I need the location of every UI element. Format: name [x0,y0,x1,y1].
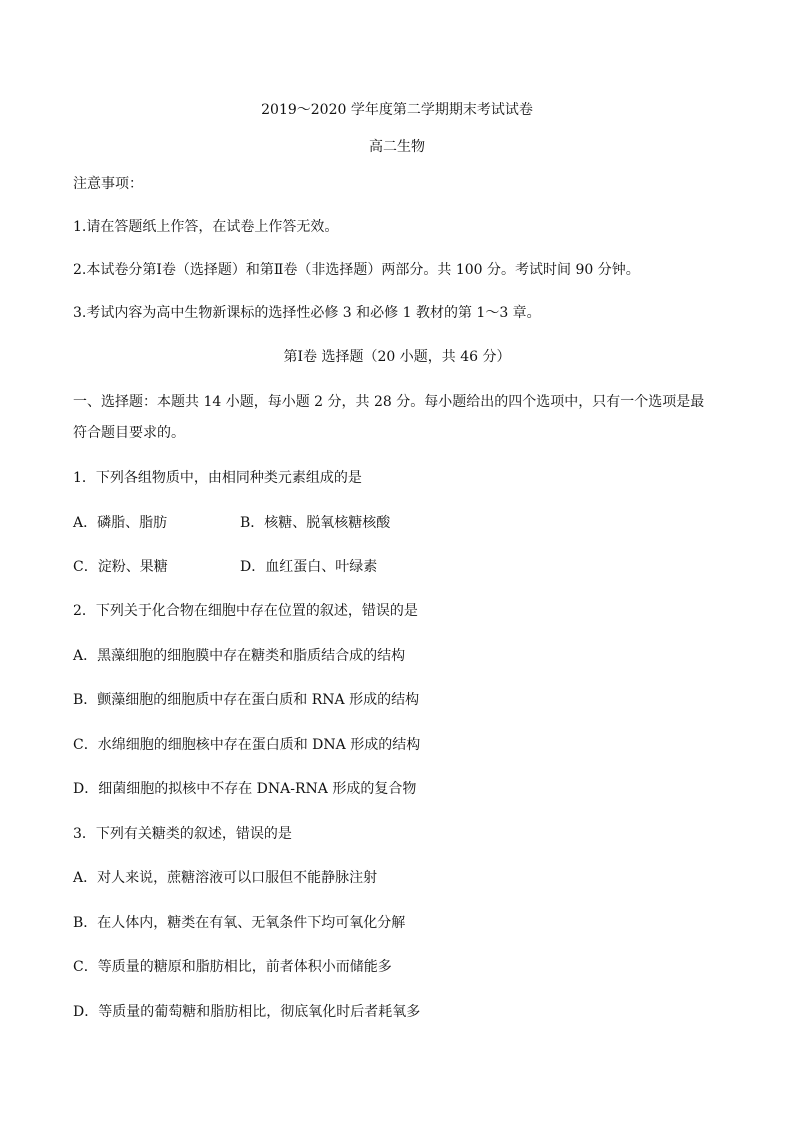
question-option: C．淀粉、果糖 [73,559,168,575]
notice-item: 2.本试卷分第Ⅰ卷（选择题）和第Ⅱ卷（非选择题）两部分。共 100 分。考试时间 90 分钟。 [73,262,640,278]
notice-item: 1.请在答题纸上作答，在试卷上作答无效。 [73,219,339,235]
question-option: D．细菌细胞的拟核中不存在 DNA-RNA 形成的复合物 [73,781,417,797]
question-option: B．核糖、脱氧核糖核酸 [240,515,391,531]
part1-title: 第Ⅰ卷 选择题（20 小题，共 46 分） [283,349,511,365]
subject-title: 高二生物 [369,139,425,155]
exam-title: 2019～2020 学年度第二学期期末考试试卷 [261,102,533,118]
question-option: C．水绵细胞的细胞核中存在蛋白质和 DNA 形成的结构 [73,737,421,753]
question-option: A．磷脂、脂肪 [73,515,168,531]
notice-item: 3.考试内容为高中生物新课标的选择性必修 3 和必修 1 教材的第 1～3 章。 [73,305,541,321]
question-option: A．黑藻细胞的细胞膜中存在糖类和脂质结合成的结构 [73,648,406,664]
question-stem: 1．下列各组物质中，由相同种类元素组成的是 [73,470,362,486]
question-option: B．在人体内，糖类在有氧、无氧条件下均可氧化分解 [73,915,406,931]
question-option: D．血红蛋白、叶绿素 [240,559,378,575]
question-option: C．等质量的糖原和脂肪相比，前者体积小而储能多 [73,959,392,975]
notice-heading: 注意事项： [73,176,143,192]
section1-instruction-cont: 符合题目要求的。 [73,425,185,441]
question-stem: 2．下列关于化合物在细胞中存在位置的叙述，错误的是 [73,603,418,619]
question-stem: 3．下列有关糖类的叙述，错误的是 [73,826,292,842]
question-option: A．对人来说，蔗糖溶液可以口服但不能静脉注射 [73,870,378,886]
question-option: D．等质量的葡萄糖和脂肪相比，彻底氧化时后者耗氧多 [73,1004,421,1020]
question-option: B．颤藻细胞的细胞质中存在蛋白质和 RNA 形成的结构 [73,692,420,708]
section1-instruction: 一、选择题：本题共 14 小题，每小题 2 分，共 28 分。每小题给出的四个选项中，只有一个选项是最 [73,394,705,410]
